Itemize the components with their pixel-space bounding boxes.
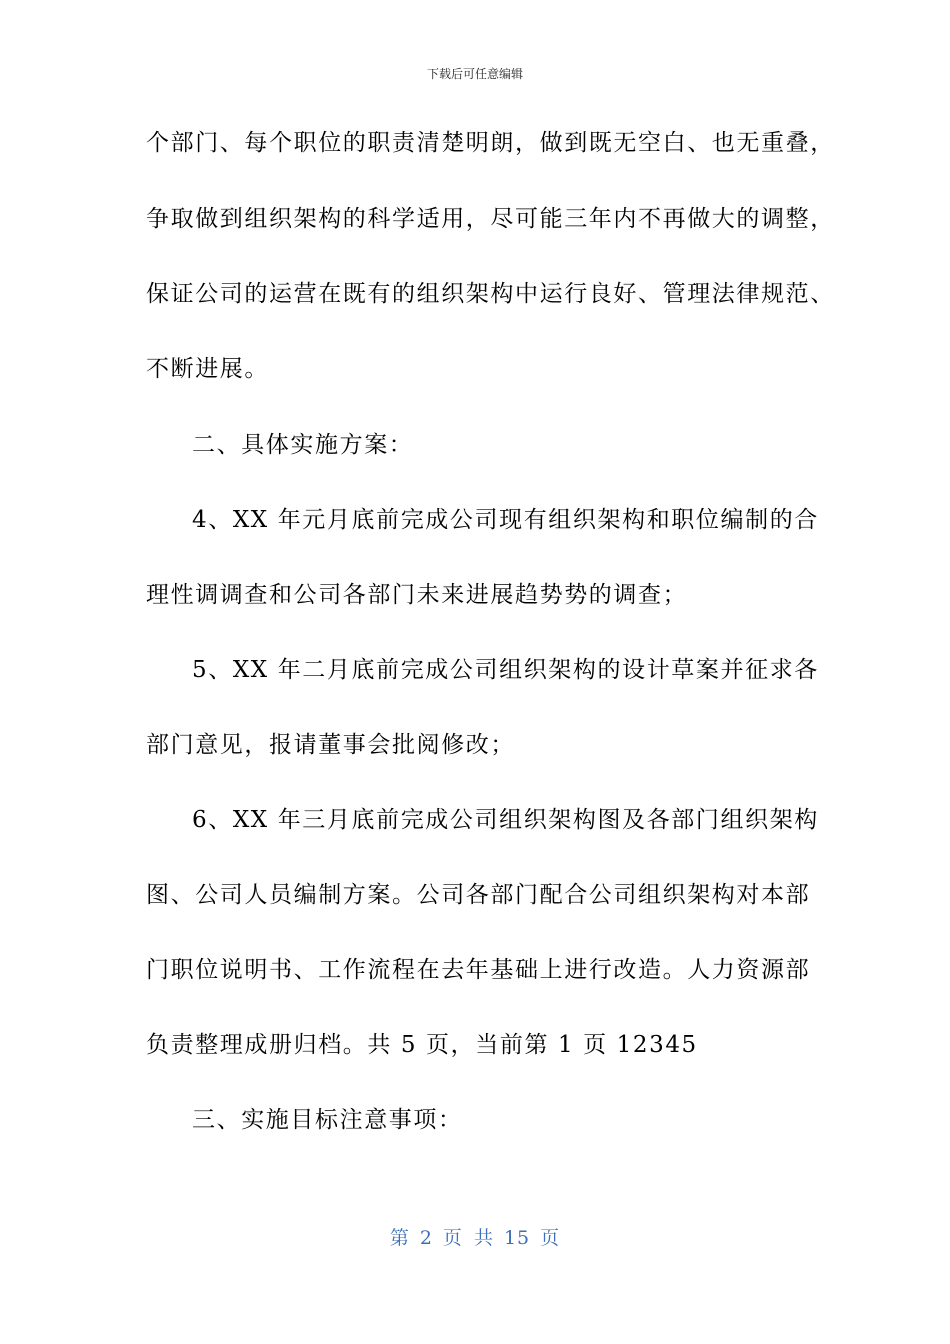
footer-suffix: 页 [540, 1227, 561, 1249]
footer-prefix: 第 [389, 1227, 410, 1249]
paragraph-line: 争取做到组织架构的科学适用，尽可能三年内不再做大的调整， [146, 206, 835, 232]
paragraph-line: 图、公司人员编制方案。公司各部门配合公司组织架构对本部 [146, 882, 811, 908]
paragraph-line: 4、XX 年元月底前完成公司现有组织架构和职位编制的合 [192, 507, 819, 533]
paragraph-line: 门职位说明书、工作流程在去年基础上进行改造。人力资源部 [146, 957, 811, 983]
header-note: 下载后可任意编辑 [426, 67, 523, 81]
paragraph-line: 不断进展。 [146, 356, 269, 382]
paragraph-line: 5、XX 年二月底前完成公司组织架构的设计草案并征求各 [192, 657, 819, 683]
section-heading: 二、具体实施方案： [192, 432, 414, 458]
footer-total-pages: 15 [503, 1227, 531, 1249]
section-heading: 三、实施目标注意事项： [192, 1107, 463, 1133]
page-number-footer [0, 1225, 950, 1251]
footer-middle: 页 共 [442, 1227, 494, 1249]
paragraph-line: 6、XX 年三月底前完成公司组织架构图及各部门组织架构 [192, 807, 819, 833]
footer-current-page: 2 [419, 1227, 433, 1249]
paragraph-line: 保证公司的运营在既有的组织架构中运行良好、管理法律规范、 [146, 281, 835, 307]
paragraph-line: 个部门、每个职位的职责清楚明朗，做到既无空白、也无重叠， [146, 130, 835, 156]
paragraph-line: 部门意见，报请董事会批阅修改； [146, 732, 515, 758]
paragraph-line: 理性调调查和公司各部门未来进展趋势势的调查； [146, 582, 688, 608]
paragraph-line: 负责整理成册归档。共 5 页，当前第 1 页 12345 [146, 1032, 698, 1058]
